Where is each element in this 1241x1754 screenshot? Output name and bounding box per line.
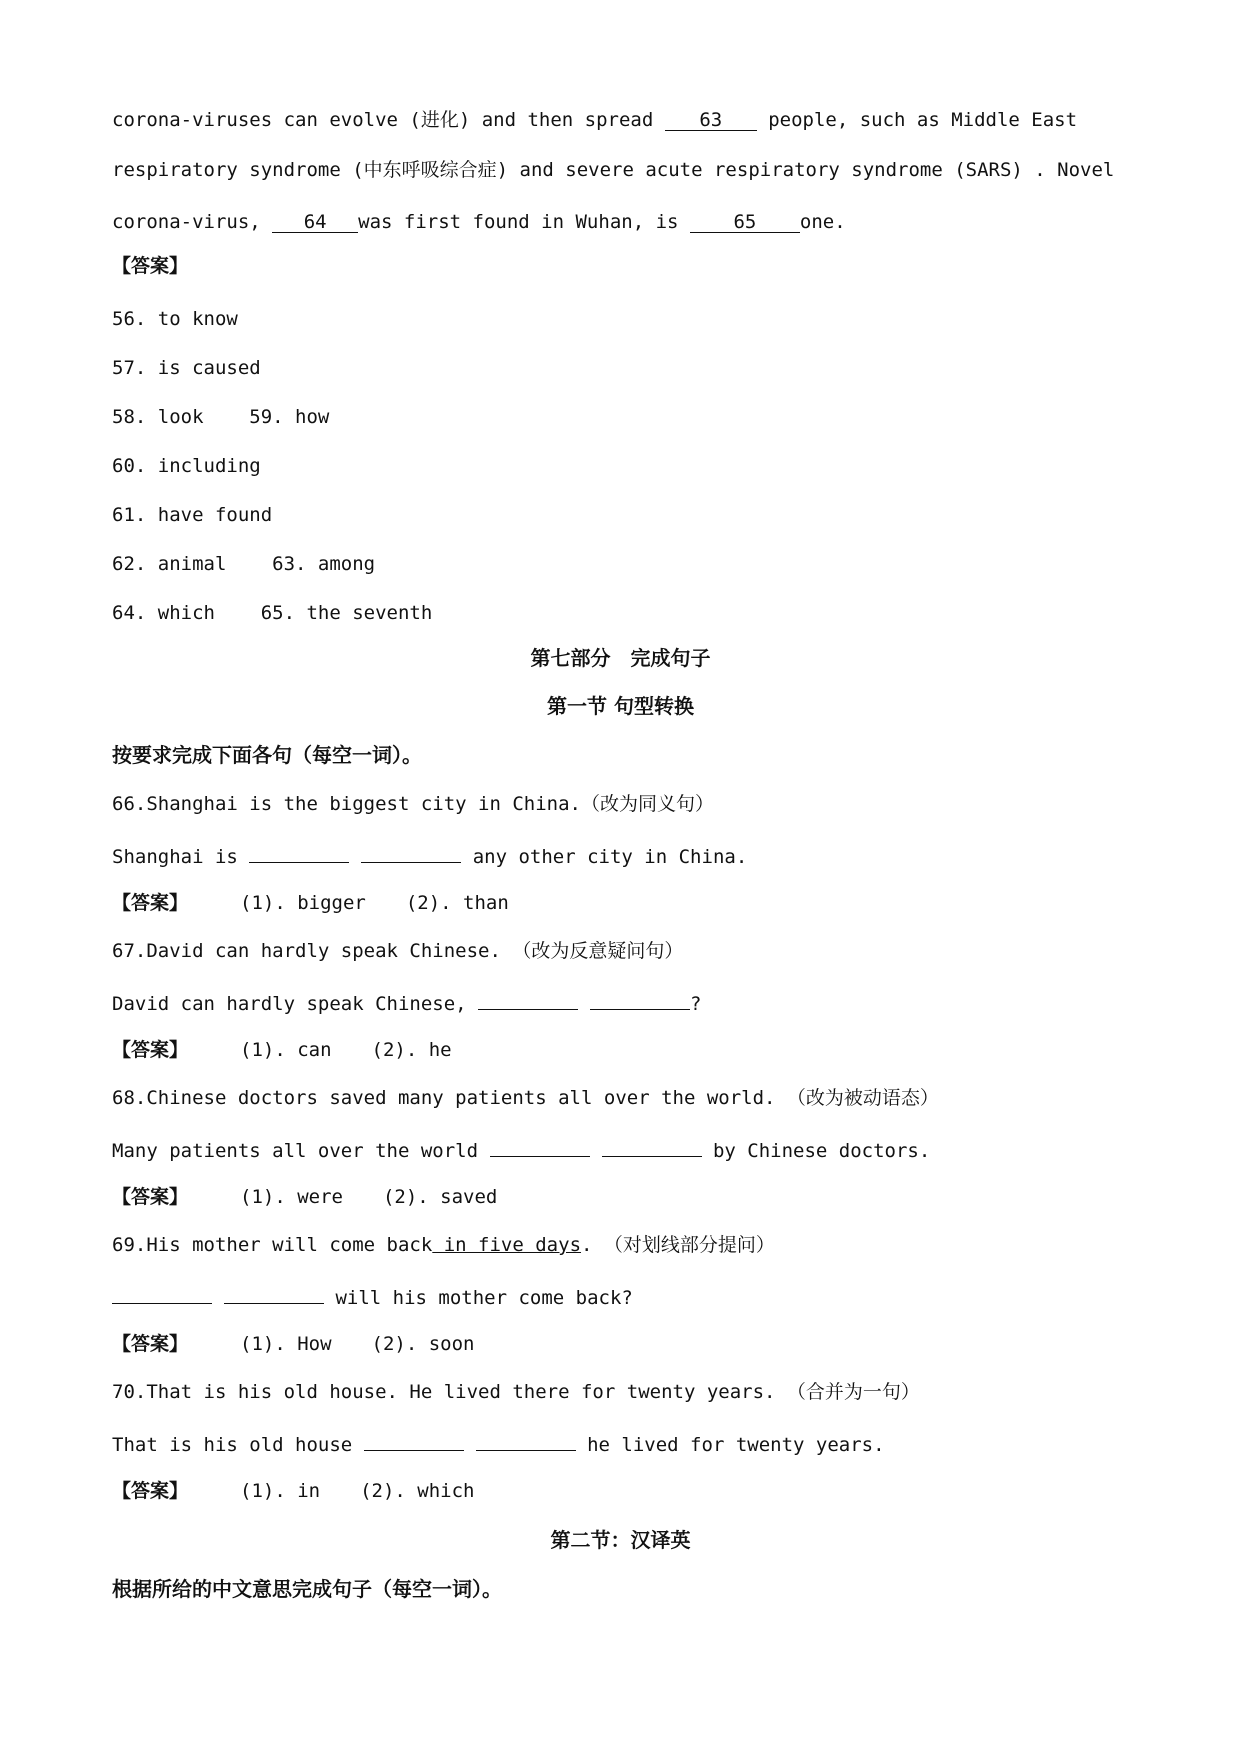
blank: [590, 1009, 690, 1010]
answer-1: (1). can: [240, 1039, 332, 1061]
answer-label: 【答案】: [112, 1480, 189, 1502]
blank: [364, 1450, 464, 1451]
answer-68: [112, 1188, 497, 1207]
question-67: 67.David can hardly speak Chinese. （改为反意疑问句）: [112, 940, 684, 962]
answer-70: [112, 1482, 474, 1501]
blank-65: 65: [690, 213, 800, 233]
fill-text: Many patients all over the world: [112, 1140, 490, 1162]
answer-label: 【答案】: [112, 1039, 189, 1061]
section-instruction: 根据所给的中文意思完成句子（每空一词）。: [112, 1577, 502, 1601]
fill-line-66: [112, 848, 747, 867]
fill-line-70: [112, 1436, 885, 1455]
blank-63: 63: [665, 111, 757, 131]
answer-line: 60. including: [112, 455, 261, 477]
fill-text: David can hardly speak Chinese,: [112, 993, 479, 1015]
blank: [602, 1156, 702, 1157]
fill-text: by Chinese doctors.: [701, 1140, 931, 1162]
blank-64: 64: [272, 213, 358, 233]
passage-line-1: [112, 111, 1077, 131]
answer-66: [112, 894, 509, 913]
fill-text: That is his old house: [112, 1434, 364, 1456]
question-69: [112, 1236, 775, 1255]
blank: [478, 1009, 578, 1010]
fill-text: he lived for twenty years.: [575, 1434, 885, 1456]
fill-text: Shanghai is: [112, 846, 250, 868]
answer-1: (1). bigger: [240, 892, 366, 914]
blank: [361, 862, 461, 863]
blank: [249, 862, 349, 863]
answer-2: (2). than: [405, 892, 509, 914]
question-text: . （对划线部分提问）: [581, 1234, 775, 1256]
answer-2: (2). soon: [371, 1333, 475, 1355]
passage-text: one.: [799, 211, 846, 233]
answer-1: (1). How: [240, 1333, 332, 1355]
answer-1: (1). in: [240, 1480, 321, 1502]
fill-text: will his mother come back?: [324, 1287, 633, 1309]
passage-text: corona-virus,: [112, 211, 273, 233]
passage-text: corona-viruses can evolve (进化) and then spread: [112, 109, 665, 131]
fill-line-67: [112, 995, 702, 1014]
answer-label: 【答案】: [112, 892, 189, 914]
blank: [224, 1303, 324, 1304]
answer-line: 58. look 59. how: [112, 406, 330, 428]
answer-line: 56. to know: [112, 308, 238, 330]
passage-line-3: [112, 213, 846, 233]
answer-line: 61. have found: [112, 504, 273, 526]
answer-2: (2). saved: [382, 1186, 498, 1208]
answer-label: 【答案】: [112, 1186, 189, 1208]
question-70: 70.That is his old house. He lived there for twenty years. （合并为一句）: [112, 1381, 920, 1403]
blank: [490, 1156, 590, 1157]
passage-line-2: respiratory syndrome (中东呼吸综合症) and severe acute respiratory syndrome (SARS) . Novel: [112, 159, 1115, 181]
blank: [112, 1303, 212, 1304]
question-text: 69.His mother will come back: [112, 1234, 433, 1256]
answer-2: (2). he: [371, 1039, 452, 1061]
section-instruction: 按要求完成下面各句（每空一词）。: [112, 743, 422, 767]
fill-line-68: [112, 1142, 930, 1161]
question-66: 66.Shanghai is the biggest city in China.（改为同义句）: [112, 793, 714, 815]
answer-69: [112, 1335, 474, 1354]
fill-text: ?: [690, 993, 702, 1015]
underlined-phrase: in five days: [432, 1234, 582, 1256]
answer-67: [112, 1041, 452, 1060]
answer-line: 62. animal 63. among: [112, 553, 376, 575]
part-title: 第七部分 完成句子: [530, 646, 711, 670]
question-68: 68.Chinese doctors saved many patients all over the world. （改为被动语态）: [112, 1087, 939, 1109]
answer-2: (2). which: [360, 1480, 475, 1502]
section-title: 第二节：汉译英: [550, 1528, 691, 1552]
passage-text: people, such as Middle East: [756, 109, 1078, 131]
blank: [476, 1450, 576, 1451]
answer-line: 57. is caused: [112, 357, 261, 379]
passage-text: was first found in Wuhan, is: [358, 211, 690, 233]
section-title: 第一节 句型转换: [547, 694, 694, 718]
answer-line: 64. which 65. the seventh: [112, 602, 433, 624]
fill-text: any other city in China.: [461, 846, 748, 868]
answer-1: (1). were: [240, 1186, 343, 1208]
answer-label: 【答案】: [112, 1333, 189, 1355]
answer-label: 【答案】: [112, 255, 189, 277]
fill-line-69: [112, 1289, 633, 1308]
